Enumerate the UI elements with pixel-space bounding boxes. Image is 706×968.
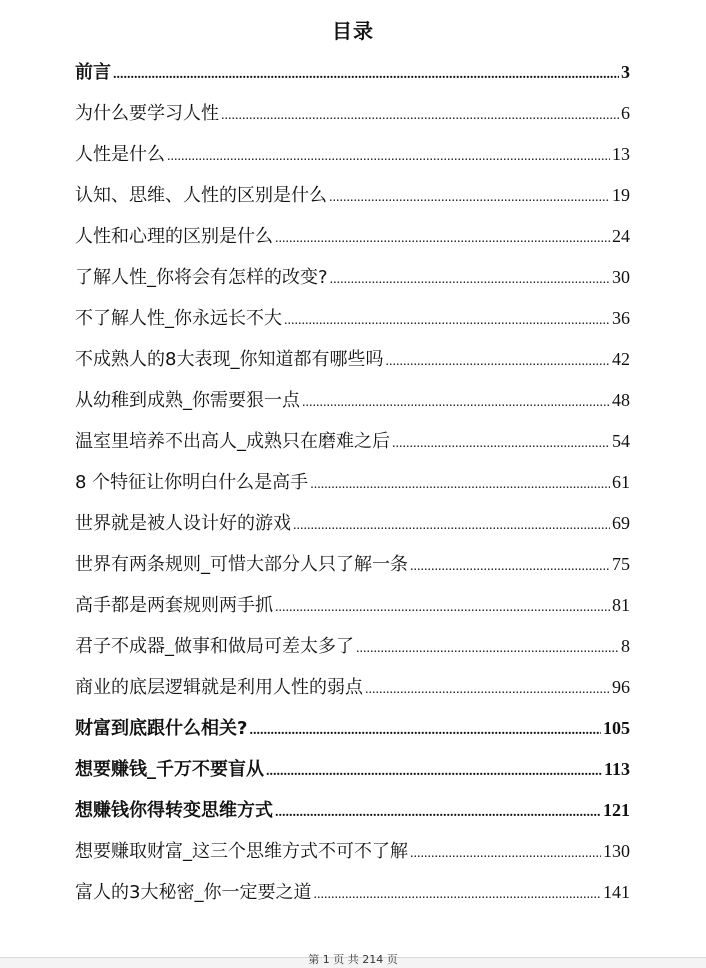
- toc-entry[interactable]: [75, 544, 630, 585]
- toc-entry-label: 温室里培养不出高人_成熟只在磨难之后: [75, 431, 390, 452]
- toc-entry[interactable]: [75, 298, 630, 339]
- toc-entry[interactable]: [75, 175, 630, 216]
- toc-entry-label: 世界就是被人设计好的游戏: [75, 513, 291, 534]
- toc-dot-leader: [221, 95, 619, 136]
- toc-entry[interactable]: [75, 421, 630, 462]
- toc-entry[interactable]: [75, 585, 630, 626]
- toc-entry-label: 世界有两条规则_可惜大部分人只了解一条: [75, 554, 408, 575]
- toc-entry[interactable]: [75, 831, 630, 872]
- toc-entry-page: 113: [603, 759, 630, 779]
- toc-entry-page: 54: [612, 431, 630, 451]
- toc-entry[interactable]: [75, 93, 630, 134]
- toc-entry[interactable]: [75, 339, 630, 380]
- toc-entry-page: 3: [621, 62, 630, 82]
- toc-entry-page: 105: [603, 718, 630, 738]
- toc-entry-label: 从幼稚到成熟_你需要狠一点: [75, 390, 300, 411]
- toc-entry-label: 前言: [75, 62, 111, 83]
- toc-dot-leader: [302, 382, 610, 423]
- toc-entry-page: 69: [612, 513, 630, 533]
- toc-entry[interactable]: [75, 257, 630, 298]
- toc-entry-label: 人性和心理的区别是什么: [75, 226, 273, 247]
- toc-entry-page: 121: [603, 800, 630, 820]
- toc-entry-label: 不成熟人的8大表现_你知道都有哪些吗: [75, 349, 384, 370]
- toc-dot-leader: [275, 218, 610, 259]
- toc-entry-page: 42: [612, 349, 630, 369]
- toc-dot-leader: [113, 54, 619, 95]
- toc-entry-page: 6: [621, 103, 630, 123]
- toc-entry[interactable]: [75, 134, 630, 175]
- toc-entry-label: 想要赚钱_千万不要盲从: [75, 759, 264, 780]
- toc-dot-leader: [365, 669, 610, 710]
- toc-entry-page: 30: [612, 267, 630, 287]
- toc-entry-label: 富人的3大秘密_你一定要之道: [75, 882, 312, 903]
- toc-entry-page: 24: [612, 226, 630, 246]
- toc-entry-page: 19: [612, 185, 630, 205]
- toc-dot-leader: [167, 136, 610, 177]
- toc-entry-page: 96: [612, 677, 630, 697]
- toc-entry[interactable]: [75, 872, 630, 913]
- toc-dot-leader: [410, 833, 601, 874]
- page-number-footer: 第 1 页 共 214 页: [308, 953, 398, 966]
- toc-entry[interactable]: [75, 749, 630, 790]
- toc-dot-leader: [284, 300, 610, 341]
- toc-entry-page: 8: [621, 636, 630, 656]
- toc-dot-leader: [356, 628, 619, 669]
- toc-entry-page: 61: [612, 472, 630, 492]
- toc-dot-leader: [385, 341, 610, 382]
- toc-entry-page: 36: [612, 308, 630, 328]
- toc-dot-leader: [310, 464, 610, 505]
- toc-entry-label: 8 个特征让你明白什么是高手: [75, 472, 309, 493]
- toc-entry[interactable]: [75, 790, 630, 831]
- toc-entry-page: 81: [612, 595, 630, 615]
- toc-entry-label: 为什么要学习人性: [75, 103, 219, 124]
- toc-title: 目录: [332, 19, 374, 43]
- toc-entry-label: 想要赚取财富_这三个思维方式不可不了解: [75, 841, 408, 862]
- toc-entry[interactable]: [75, 52, 630, 93]
- toc-dot-leader: [410, 546, 610, 587]
- toc-entry-label: 想赚钱你得转变思维方式: [75, 800, 273, 821]
- toc-entry-page: 130: [603, 841, 630, 861]
- toc-entry-label: 君子不成器_做事和做局可差太多了: [75, 636, 354, 657]
- toc-dot-leader: [329, 177, 610, 218]
- table-of-contents: [75, 52, 630, 913]
- toc-entry-page: 48: [612, 390, 630, 410]
- toc-dot-leader: [275, 792, 601, 833]
- toc-entry-label: 财富到底跟什么相关?: [75, 718, 248, 739]
- toc-entry-page: 141: [603, 882, 630, 902]
- toc-dot-leader: [293, 505, 610, 546]
- toc-entry[interactable]: [75, 462, 630, 503]
- toc-entry-label: 了解人性_你将会有怎样的改变?: [75, 267, 328, 288]
- toc-dot-leader: [266, 751, 602, 792]
- toc-dot-leader: [392, 423, 610, 464]
- toc-entry-label: 认知、思维、人性的区别是什么: [75, 185, 327, 206]
- toc-dot-leader: [313, 874, 601, 915]
- toc-entry[interactable]: [75, 503, 630, 544]
- toc-entry-label: 人性是什么: [75, 144, 165, 165]
- toc-entry[interactable]: [75, 708, 630, 749]
- toc-entry[interactable]: [75, 626, 630, 667]
- toc-dot-leader: [249, 710, 601, 751]
- toc-entry[interactable]: [75, 667, 630, 708]
- toc-entry-label: 商业的底层逻辑就是利用人性的弱点: [75, 677, 363, 698]
- toc-entry[interactable]: [75, 216, 630, 257]
- toc-dot-leader: [330, 259, 610, 300]
- toc-entry-label: 高手都是两套规则两手抓: [75, 595, 273, 616]
- toc-entry-page: 75: [612, 554, 630, 574]
- toc-entry[interactable]: [75, 380, 630, 421]
- toc-entry-page: 13: [612, 144, 630, 164]
- toc-entry-label: 不了解人性_你永远长不大: [75, 308, 282, 329]
- toc-dot-leader: [275, 587, 610, 628]
